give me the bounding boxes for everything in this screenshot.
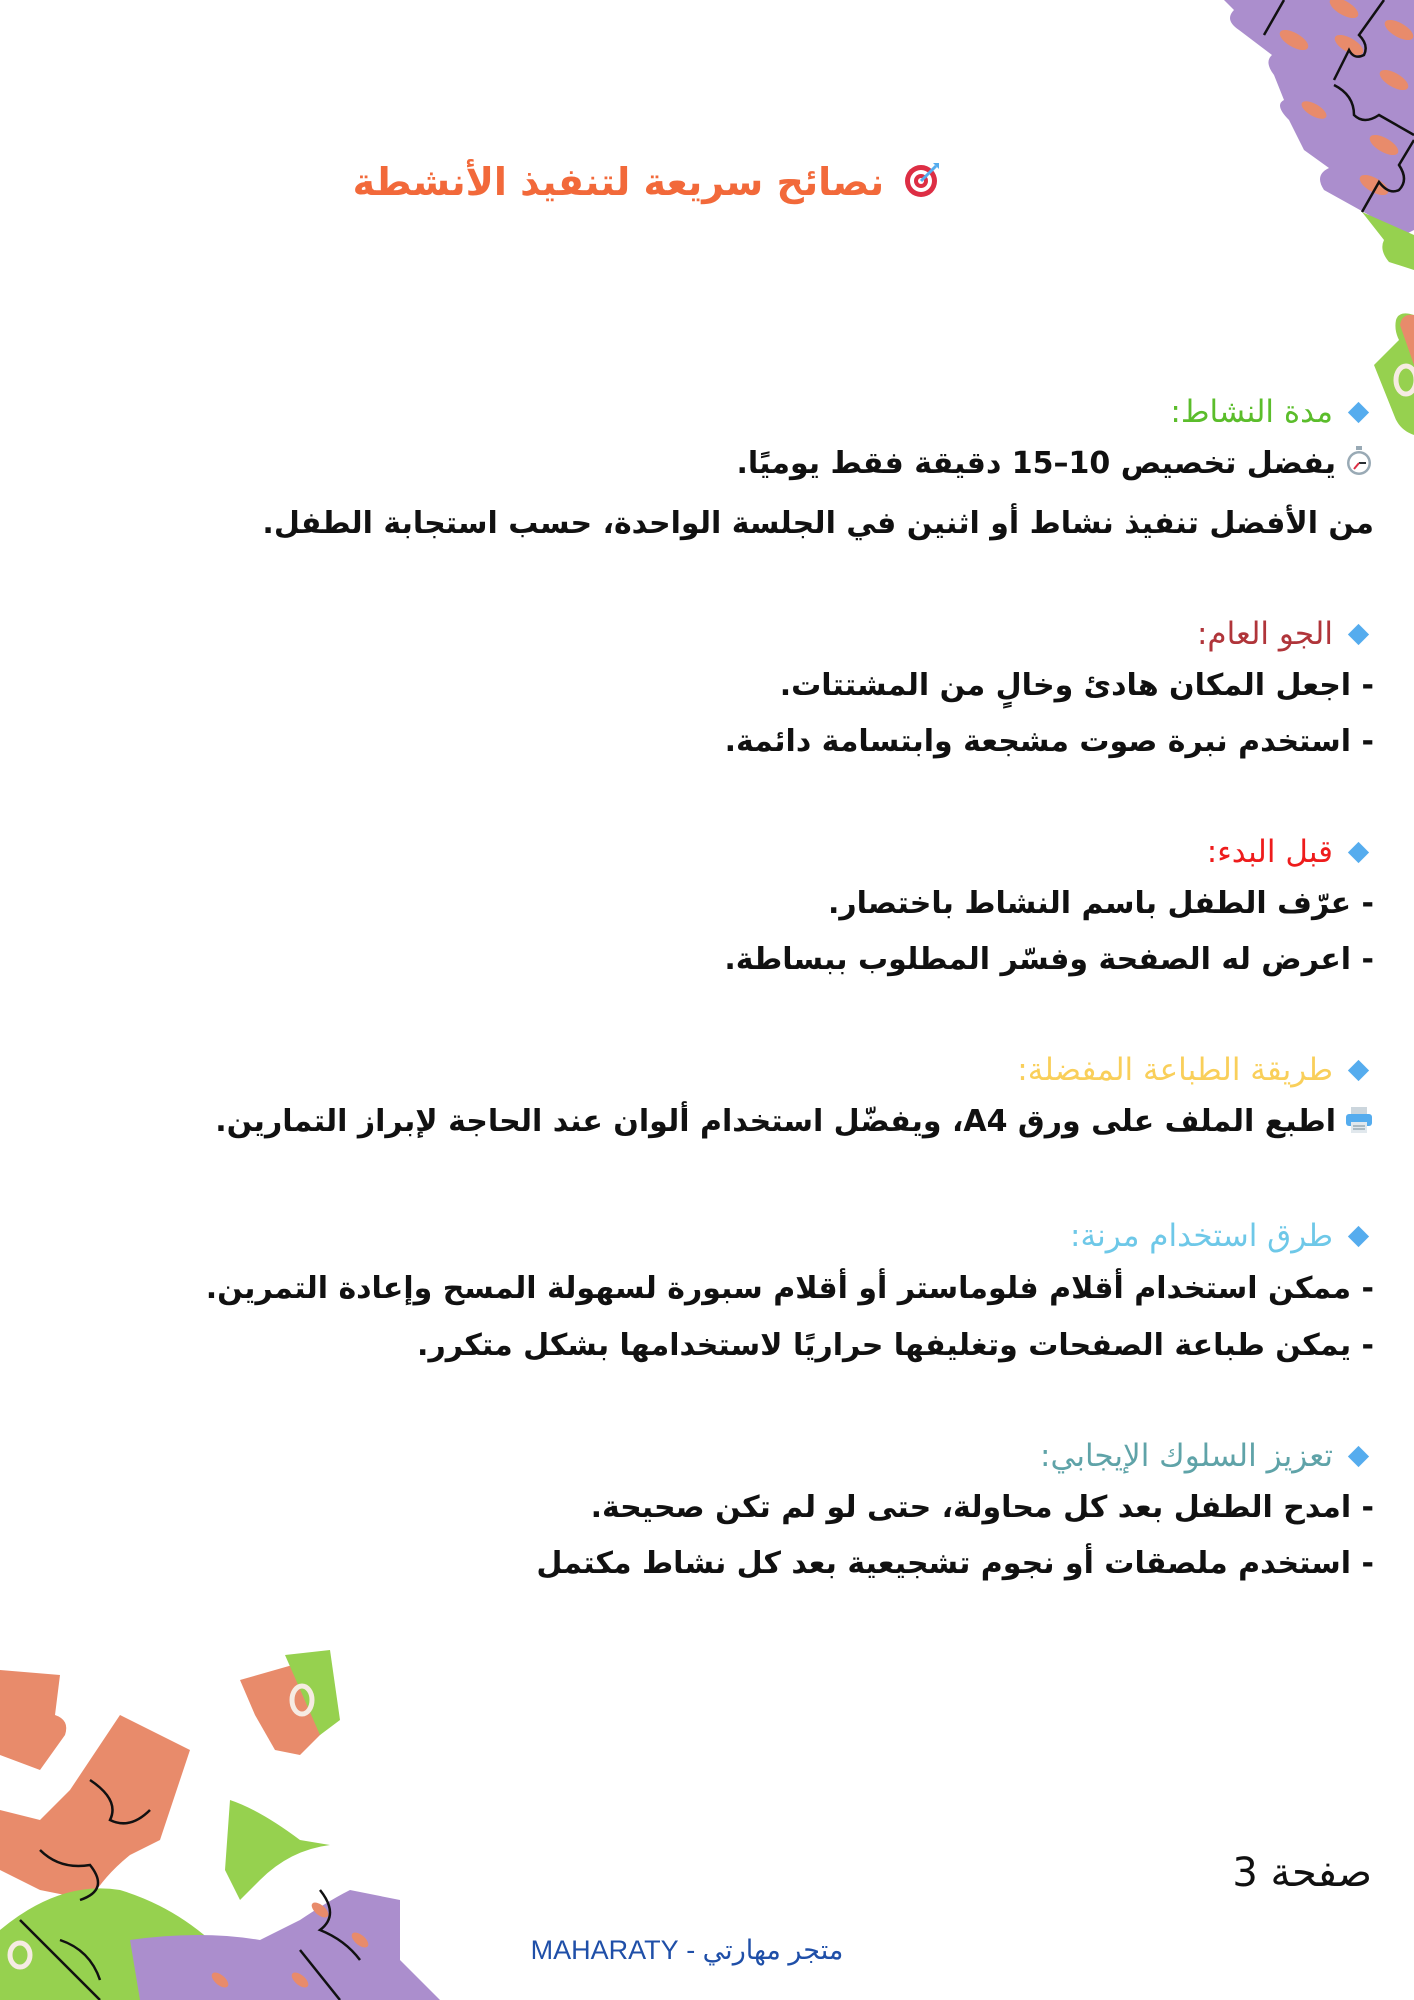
section-line: اطبع الملف على ورق A4، ويفضّل استخدام ألوان عند الحاجة لإبراز التمارين. [0,1094,1374,1154]
diamond-bullet-icon [1348,1059,1369,1080]
section-line: - ممكن استخدام أقلام فلوماستر أو أقلام سبورة لسهولة المسح وإعادة التمرين. [205,1271,1374,1306]
section-heading [0,610,1374,658]
section-positive-reinforcement [0,1432,1374,1592]
section-heading-text: طرق استخدام مرنة: [1070,1218,1333,1254]
section-heading-text: الجو العام: [1196,616,1333,652]
section-flexible-usage [0,1212,1374,1374]
section-line: - استخدم ملصقات أو نجوم تشجيعية بعد كل نشاط مكتمل [536,1546,1374,1581]
page-number: صفحة 3 [1232,1850,1372,1896]
diamond-bullet-icon [1348,1445,1369,1466]
section-before-start [0,828,1374,988]
section-heading [0,388,1374,436]
section-line: - استخدم نبرة صوت مشجعة وابتسامة دائمة. [724,724,1374,759]
stopwatch-icon [1344,440,1374,496]
section-line: - اعرض له الصفحة وفسّر المطلوب ببساطة. [724,942,1374,977]
diamond-bullet-icon [1348,623,1369,644]
section-heading [0,1046,1374,1094]
section-heading [0,1432,1374,1480]
puzzle-decoration-top-right [1194,0,1414,270]
section-line: - اجعل المكان هادئ وخالٍ من المشتتات. [779,668,1374,703]
section-heading-text: تعزيز السلوك الإيجابي: [1040,1438,1333,1474]
tips-content [0,388,1374,1650]
diamond-bullet-icon [1348,401,1369,422]
section-heading-text: قبل البدء: [1206,834,1333,870]
section-line: من الأفضل تنفيذ نشاط أو اثنين في الجلسة الواحدة، حسب استجابة الطفل. [262,506,1374,541]
target-icon [903,161,941,208]
section-line: - يمكن طباعة الصفحات وتغليفها حراريًا لاستخدامها بشكل متكرر. [417,1328,1374,1363]
diamond-bullet-icon [1348,1225,1369,1246]
section-line: - امدح الطفل بعد كل محاولة، حتى لو لم تكن صحيحة. [590,1490,1374,1525]
footer-brand: متجر مهارتي - MAHARATY [530,1935,844,1965]
section-line: - عرّف الطفل باسم النشاط باختصار. [827,886,1374,921]
page-title-text: نصائح سريعة لتنفيذ الأنشطة [352,160,885,204]
section-general-atmosphere [0,610,1374,770]
section-line: يفضل تخصيص 10–15 دقيقة فقط يوميًا. [0,436,1374,496]
section-heading [0,828,1374,876]
section-heading-text: طريقة الطباعة المفضلة: [1017,1052,1333,1088]
printer-icon [1344,1098,1374,1154]
page-title [0,160,1414,208]
section-heading [0,1212,1374,1260]
diamond-bullet-icon [1348,841,1369,862]
section-activity-duration [0,388,1374,552]
section-heading-text: مدة النشاط: [1170,394,1333,430]
section-printing-method [0,1046,1374,1154]
